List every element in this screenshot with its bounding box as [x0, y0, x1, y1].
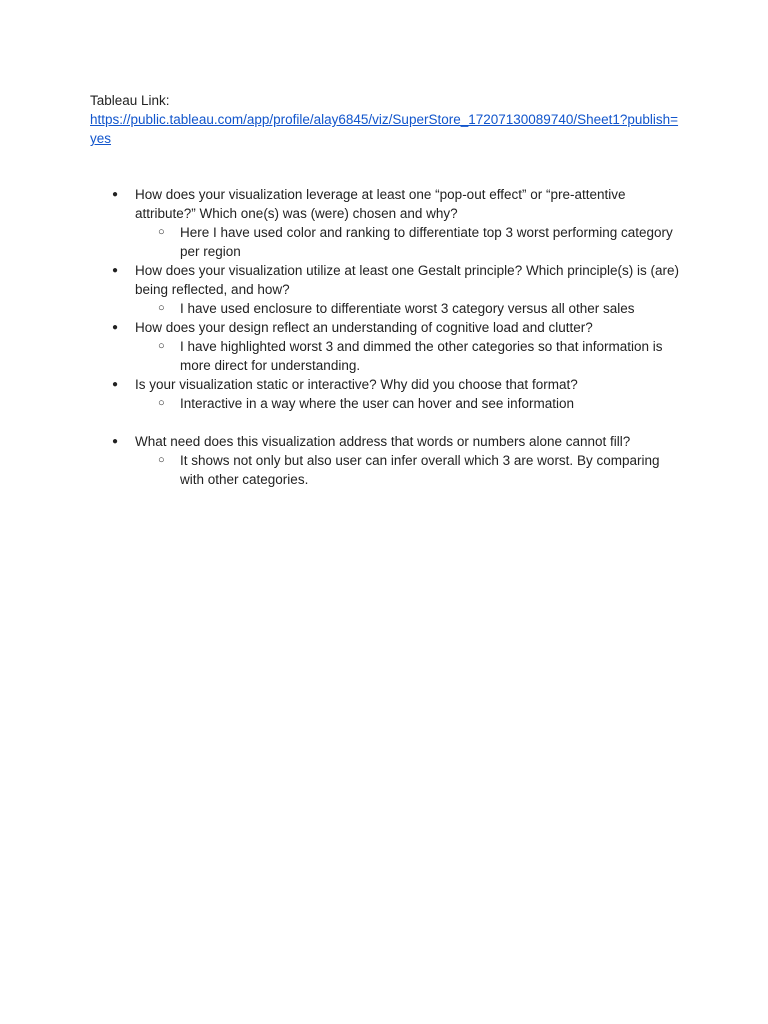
question-text: How does your visualization utilize at least one Gestalt principle? Which principle(s) is (are) being reflected, and how? — [135, 263, 679, 297]
answer-item-1 — [158, 223, 680, 261]
bullet-icon: ● — [112, 322, 119, 333]
question-text: How does your visualization leverage at least one “pop-out effect” or “pre-attentive attribute?” Which one(s) was (were) chosen and why? — [135, 187, 626, 221]
answer-item-5 — [158, 451, 680, 489]
sub-bullet-icon: ○ — [158, 397, 165, 409]
bullet-icon: ● — [112, 265, 119, 276]
answer-item-3 — [158, 337, 680, 375]
bullet-icon: ● — [112, 189, 119, 200]
answer-text: Here I have used color and ranking to differentiate top 3 worst performing category per region — [180, 225, 673, 259]
question-list — [90, 185, 680, 489]
question-item-5 — [112, 432, 680, 489]
question-text: What need does this visualization address that words or numbers alone cannot fill? — [135, 434, 631, 449]
answer-item-4 — [158, 394, 680, 413]
question-item-4 — [112, 375, 680, 413]
question-item-3 — [112, 318, 680, 375]
sub-bullet-icon: ○ — [158, 302, 165, 314]
answer-list — [135, 299, 680, 318]
sub-bullet-icon: ○ — [158, 226, 165, 238]
sub-bullet-icon: ○ — [158, 340, 165, 352]
answer-list — [135, 451, 680, 489]
sub-bullet-icon: ○ — [158, 454, 165, 466]
question-item-1 — [112, 185, 680, 261]
tableau-link-label: Tableau Link: — [90, 93, 170, 108]
answer-text: I have used enclosure to differentiate worst 3 category versus all other sales — [180, 301, 635, 316]
answer-text: I have highlighted worst 3 and dimmed the other categories so that information is more direct for understanding. — [180, 339, 663, 373]
answer-list — [135, 223, 680, 261]
bullet-icon: ● — [112, 379, 119, 390]
document-body — [90, 91, 680, 489]
question-text: How does your design reflect an understanding of cognitive load and clutter? — [135, 320, 593, 335]
answer-list — [135, 337, 680, 375]
tableau-link[interactable]: https://public.tableau.com/app/profile/alay6845/viz/SuperStore_17207130089740/Sheet1?publish=yes — [90, 112, 679, 146]
answer-text: It shows not only but also user can infer overall which 3 are worst. By comparing with other categories. — [180, 453, 660, 487]
bullet-icon: ● — [112, 436, 119, 447]
answer-item-2 — [158, 299, 680, 318]
answer-list — [135, 394, 680, 413]
question-text: Is your visualization static or interactive? Why did you choose that format? — [135, 377, 578, 392]
answer-text: Interactive in a way where the user can hover and see information — [180, 396, 574, 411]
question-item-2 — [112, 261, 680, 318]
